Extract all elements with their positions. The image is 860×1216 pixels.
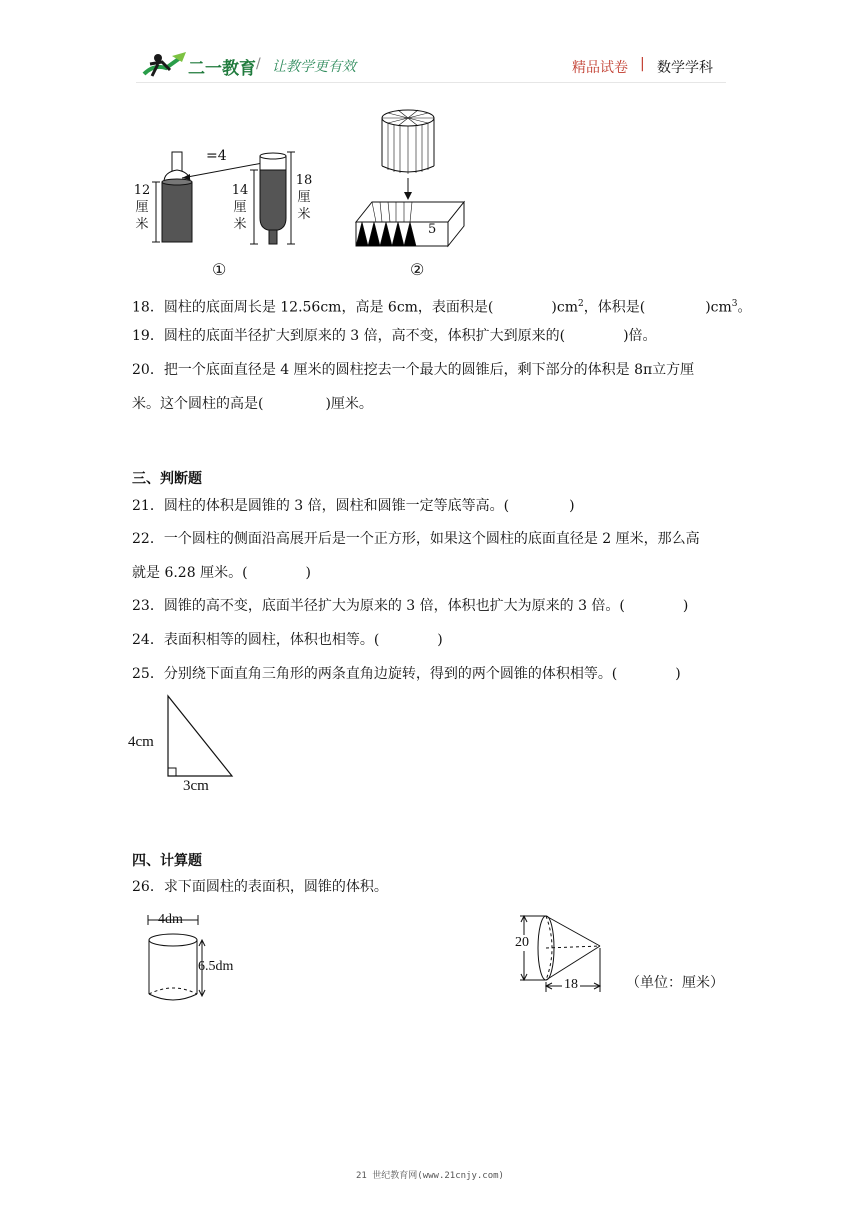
mid-bottle-height: 14 厘 米 bbox=[231, 183, 249, 232]
triangle-height-label: 4cm bbox=[128, 734, 154, 750]
header-tag-left: 精品试卷 bbox=[572, 60, 628, 76]
cone-figure bbox=[514, 910, 606, 994]
cylinder-to-cuboid-figure bbox=[352, 104, 470, 252]
question-18: 18．圆柱的底面周长是 12.56cm，高是 6cm，表面积是( )$cm^2$，体积是( )$cm^3$。 bbox=[132, 299, 752, 316]
header-tag-right: 数学学科 bbox=[657, 60, 713, 76]
figure-2-caption: ② bbox=[410, 260, 425, 279]
runner-logo-icon bbox=[136, 50, 188, 80]
question-21: 21．圆柱的体积是圆锥的 3 倍，圆柱和圆锥一定等底等高。( ) bbox=[132, 498, 575, 514]
header-rule bbox=[136, 82, 726, 83]
question-20-line-1: 20．把一个底面直径是 4 厘米的圆柱挖去一个最大的圆锥后，剩下部分的体积是 8π立方厘 bbox=[132, 362, 695, 378]
section-4-title: 四、计算题 bbox=[132, 853, 202, 869]
right-triangle-figure bbox=[160, 692, 240, 782]
section-3-title: 三、判断题 bbox=[132, 471, 202, 487]
figure-1-caption: ① bbox=[212, 260, 227, 279]
question-25: 25．分别绕下面直角三角形的两条直角边旋转，得到的两个圆锥的体积相等。( ) bbox=[132, 666, 681, 682]
question-22-line-1: 22．一个圆柱的侧面沿高展开后是一个正方形，如果这个圆柱的底面直径是 2 厘米，那么高 bbox=[132, 531, 700, 547]
question-26: 26．求下面圆柱的表面积，圆锥的体积。 bbox=[132, 879, 388, 895]
question-23: 23．圆锥的高不变，底面半径扩大为原来的 3 倍，体积也扩大为原来的 3 倍。( ) bbox=[132, 598, 689, 614]
header-slogan: 让教学更有效 bbox=[272, 59, 356, 75]
question-19: 19．圆柱的底面半径扩大到原来的 3 倍，高不变，体积扩大到原来的( )倍。 bbox=[132, 328, 657, 344]
left-bottle-height: 12 厘 米 bbox=[133, 183, 151, 232]
right-bottle-height: 18 厘 米 bbox=[295, 173, 313, 222]
bottle-diameter-label: =4 bbox=[206, 148, 227, 164]
header-separator: | bbox=[640, 56, 645, 72]
cone-height-label: 18 bbox=[564, 977, 578, 992]
logo-text: 二一教育 bbox=[188, 59, 256, 79]
unit-note: （单位：厘米） bbox=[626, 975, 724, 991]
question-20-line-2: 米。这个圆柱的高是( )厘米。 bbox=[132, 396, 373, 412]
triangle-base-label: 3cm bbox=[183, 778, 209, 794]
question-22-line-2: 就是 6.28 厘米。( ) bbox=[132, 565, 312, 581]
cone-diameter-label: 20 bbox=[515, 935, 529, 950]
cuboid-height-label: 5 bbox=[428, 222, 437, 237]
cylinder-diameter-label: 4dm bbox=[158, 912, 183, 927]
footer-text: 21 世纪教育网(www.21cnjy.com) bbox=[356, 1171, 504, 1181]
cylinder-height-label: 6.5dm bbox=[198, 959, 234, 974]
logo-divider: / bbox=[256, 56, 261, 72]
question-24: 24．表面积相等的圆柱，体积也相等。( ) bbox=[132, 632, 443, 648]
